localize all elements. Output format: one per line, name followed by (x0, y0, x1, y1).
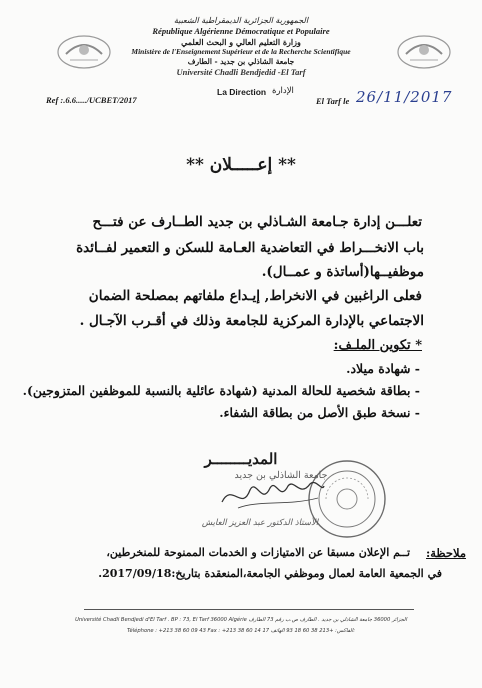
reference-number: Ref :.6.6...../UCBET/2017 (46, 95, 137, 105)
header-republic-fr: République Algérienne Démocratique et Populaire (152, 26, 330, 36)
handwritten-signature (218, 472, 328, 520)
stamp-university-text: جامعة الشاذلي بن جديد (234, 470, 328, 481)
header-university-fr: Université Chadli Bendjedid -El Tarf (176, 67, 306, 77)
body-line-3: موظفيــها(أساتذة و عمــال). (261, 264, 424, 280)
header-ministry-ar: وزارة التعليم العالي و البحث العلمي (181, 37, 301, 47)
footer-contact: Téléphone : +213 38 60 09 43 Fax : +213 38 60 14 17 الفاكس: +213 38 60 18 93 الهاتف: (127, 628, 355, 634)
header-university-ar: جامعة الشاذلي بن جديد - الطارف (187, 57, 295, 66)
footer-divider (84, 609, 414, 610)
body-line-5: الاجتماعي بالإدارة المركزية للجامعة وذلك في أقـرب الآجـال . (79, 313, 424, 329)
file-heading: * تكوين الملـف: (333, 338, 422, 353)
note-line-2: في الجمعية العامة لعمال وموظفي الجامعة،المنعقدة بتاريخ:2017/09/18. (98, 567, 442, 580)
handwritten-date: 26/11/2017 (356, 88, 453, 106)
file-item-1: - شهادة ميلاد. (346, 361, 420, 376)
file-item-2: - بطاقة شخصية للحالة المدنية (شهادة عائلية بالنسبة للموظفين المتزوجين). (22, 383, 420, 398)
header-republic-ar: الجمهورية الجزائرية الديمقراطية الشعبية (173, 16, 309, 25)
body-line-2: باب الانخـــراط في التعاضدية العـامة للسكن و التعمير لفــائدة (76, 240, 424, 256)
header-ministry-fr: Ministère de l'Enseignement Supérieur et de la Recherche Scientifique (131, 47, 351, 56)
body-line-1: تعلـــن إدارة جـامعة الشـاذلي بن جديد الطــارف عن فتـــح (92, 214, 422, 230)
direction-label-ar: الإدارة (272, 86, 294, 96)
body-line-4: فعلى الراغبين في الانخراط, إيـداع ملفاتهم بمصلحة الضمان (88, 288, 422, 304)
place-label: El Tarf le (316, 96, 350, 106)
note-line-1: تــم الإعلان مسبقا عن الامتيازات و الخدمات الممنوحة للمنخرطين، (106, 546, 410, 559)
note-label: ملاحظة: (426, 546, 466, 560)
stamp-director-text: الأستاذ الدكتور عبد العزيز العايش (201, 518, 319, 528)
signature-title: المديــــــــر (204, 450, 278, 468)
announcement-title: ** إعـــــلان ** (186, 155, 296, 175)
direction-label-fr: La Direction (217, 87, 267, 97)
file-item-3: - نسخة طبق الأصل من بطاقة الشفاء. (219, 405, 420, 420)
footer-address: Université Chadli Bendjedi d'El Tarf . BP : 73, El Tarf 36000 Algérie الجزائر 36000 جامعة الشاذلي بن جديد . الطارف ص.ب رقم 73 الطارف (75, 617, 407, 623)
